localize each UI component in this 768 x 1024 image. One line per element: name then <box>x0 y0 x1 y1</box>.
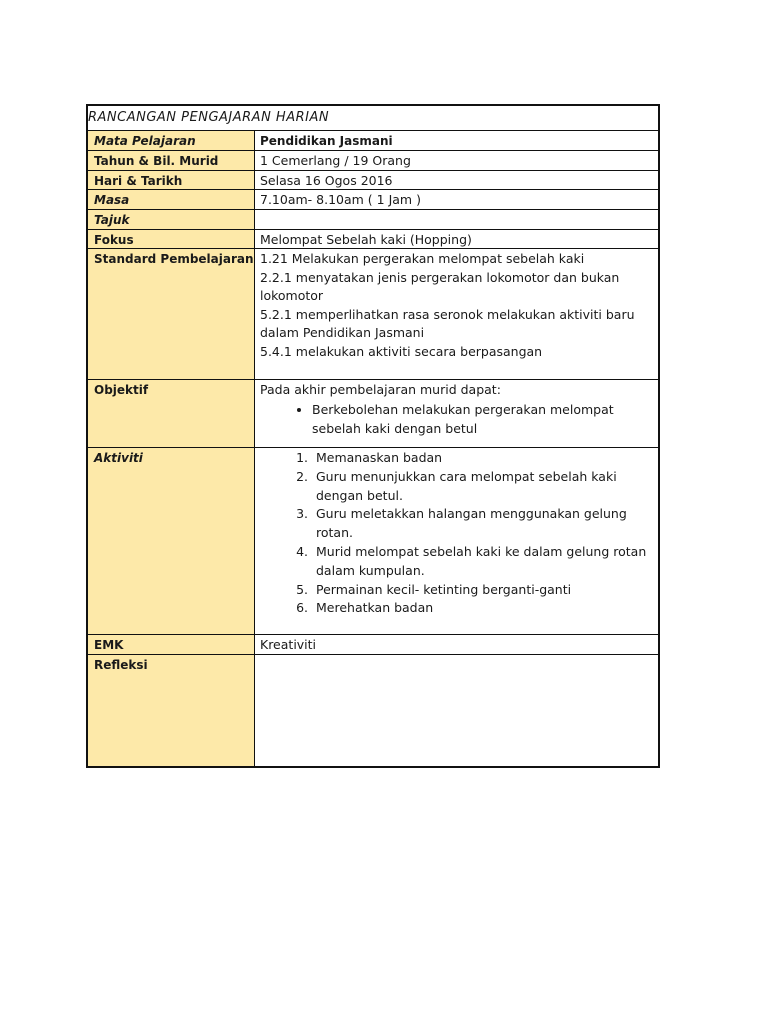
value-masa: 7.10am- 8.10am ( 1 Jam ) <box>255 190 658 209</box>
aktiviti-item: 2. Guru menunjukkan cara melompat sebelah kaki dengan betul. <box>312 468 658 506</box>
value-tajuk <box>255 210 658 229</box>
label-emk: EMK <box>88 635 255 654</box>
row-standard-pembelajaran <box>88 248 658 379</box>
value-refleksi <box>255 655 658 766</box>
label-fokus: Fokus <box>88 230 255 248</box>
row-masa <box>88 189 658 209</box>
label-tahun: Tahun & Bil. Murid <box>88 151 255 170</box>
row-tahun <box>88 150 658 170</box>
row-emk <box>88 634 658 654</box>
aktiviti-item: 5. Permainan kecil- ketinting berganti-ganti <box>312 581 658 600</box>
value-objektif <box>255 380 658 447</box>
row-aktiviti <box>88 447 658 634</box>
row-fokus <box>88 229 658 248</box>
label-aktiviti: Aktiviti <box>88 448 255 634</box>
objektif-intro: Pada akhir pembelajaran murid dapat: <box>260 382 501 397</box>
row-hari <box>88 170 658 189</box>
label-objektif: Objektif <box>88 380 255 447</box>
row-tajuk <box>88 209 658 229</box>
row-refleksi <box>88 654 658 766</box>
aktiviti-item: 3. Guru meletakkan halangan menggunakan gelung rotan. <box>312 505 658 543</box>
label-mata-pelajaran: Mata Pelajaran <box>88 131 255 150</box>
aktiviti-item: 4. Murid melompat sebelah kaki ke dalam gelung rotan dalam kumpulan. <box>312 543 658 581</box>
label-masa: Masa <box>88 190 255 209</box>
standard-line: lokomotor <box>260 288 324 303</box>
label-standard: Standard Pembelajaran <box>88 249 255 379</box>
value-aktiviti <box>255 448 658 634</box>
value-fokus: Melompat Sebelah kaki (Hopping) <box>255 230 658 248</box>
aktiviti-item: 1. Memanaskan badan <box>312 449 658 468</box>
standard-line: 1.21 Melakukan pergerakan melompat sebelah kaki <box>260 251 585 266</box>
label-refleksi: Refleksi <box>88 655 255 766</box>
standard-line: 2.2.1 menyatakan jenis pergerakan lokomotor dan bukan <box>260 269 620 285</box>
aktiviti-item: 6. Merehatkan badan <box>312 599 658 618</box>
lesson-plan-table <box>86 104 660 768</box>
standard-line: dalam Pendidikan Jasmani <box>260 325 425 340</box>
value-tahun: 1 Cemerlang / 19 Orang <box>255 151 658 170</box>
standard-line: 5.2.1 memperlihatkan rasa seronok melakukan aktiviti baru <box>260 306 635 322</box>
objektif-item: • Berkebolehan melakukan pergerakan melompat sebelah kaki dengan betul <box>312 400 658 439</box>
value-standard <box>255 249 658 379</box>
row-mata-pelajaran <box>88 130 658 150</box>
objektif-list <box>260 400 658 439</box>
label-tajuk: Tajuk <box>88 210 255 229</box>
aktiviti-list <box>260 449 658 618</box>
table-title: RANCANGAN PENGAJARAN HARIAN <box>88 106 658 130</box>
value-emk: Kreativiti <box>255 635 658 654</box>
row-objektif <box>88 379 658 447</box>
value-mata-pelajaran: Pendidikan Jasmani <box>255 131 658 150</box>
label-hari: Hari & Tarikh <box>88 171 255 189</box>
value-hari: Selasa 16 Ogos 2016 <box>255 171 658 189</box>
standard-line: 5.4.1 melakukan aktiviti secara berpasangan <box>260 343 543 359</box>
